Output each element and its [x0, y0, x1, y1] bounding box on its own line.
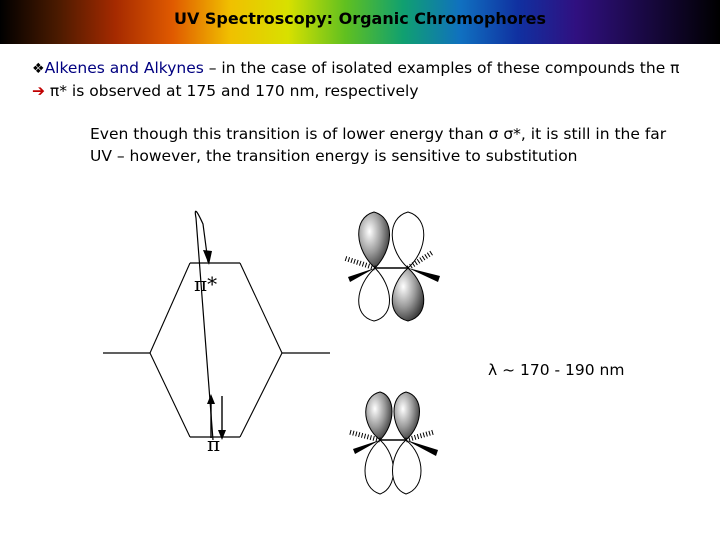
lobe-top-right	[394, 392, 420, 440]
pi-label: π	[207, 432, 221, 456]
lobe-top-left	[359, 212, 390, 268]
paragraph-line2: UV – however, the transition energy is sensitive to substitution	[90, 147, 578, 165]
wavelength-label: λ ~ 170 - 190 nm	[488, 361, 625, 379]
bullet-text-line2: π* is observed at 175 and 170 nm, respectively	[45, 82, 419, 100]
correlation-line	[240, 263, 282, 353]
pi-star-label: π*	[194, 272, 218, 296]
bullet-term: Alkenes and Alkynes	[44, 59, 204, 77]
lobe-top-right	[392, 212, 424, 268]
correlation-line	[150, 263, 190, 353]
lobe-bottom-right	[392, 268, 424, 321]
correlation-line	[240, 353, 282, 437]
paragraph-line1: Even though this transition is of lower energy than σ σ*, it is still in the far	[90, 125, 667, 143]
excitation-arrow	[195, 211, 213, 440]
diamond-bullet-icon: ❖	[32, 61, 45, 77]
correlation-line	[150, 353, 190, 437]
lobe-top-left	[366, 392, 392, 440]
lobe-bottom-right	[393, 440, 422, 494]
lobe-bottom-left	[359, 268, 390, 321]
slide-title: UV Spectroscopy: Organic Chromophores	[173, 9, 547, 28]
arrow-icon: ➔	[32, 82, 45, 100]
pi-star-orbital-icon	[344, 212, 440, 321]
pi-orbital-icon	[349, 392, 438, 494]
spin-up-arrowhead	[207, 394, 215, 404]
bullet-text-line1: – in the case of isolated examples of these compounds the π	[203, 59, 680, 77]
lobe-bottom-left	[365, 440, 394, 494]
